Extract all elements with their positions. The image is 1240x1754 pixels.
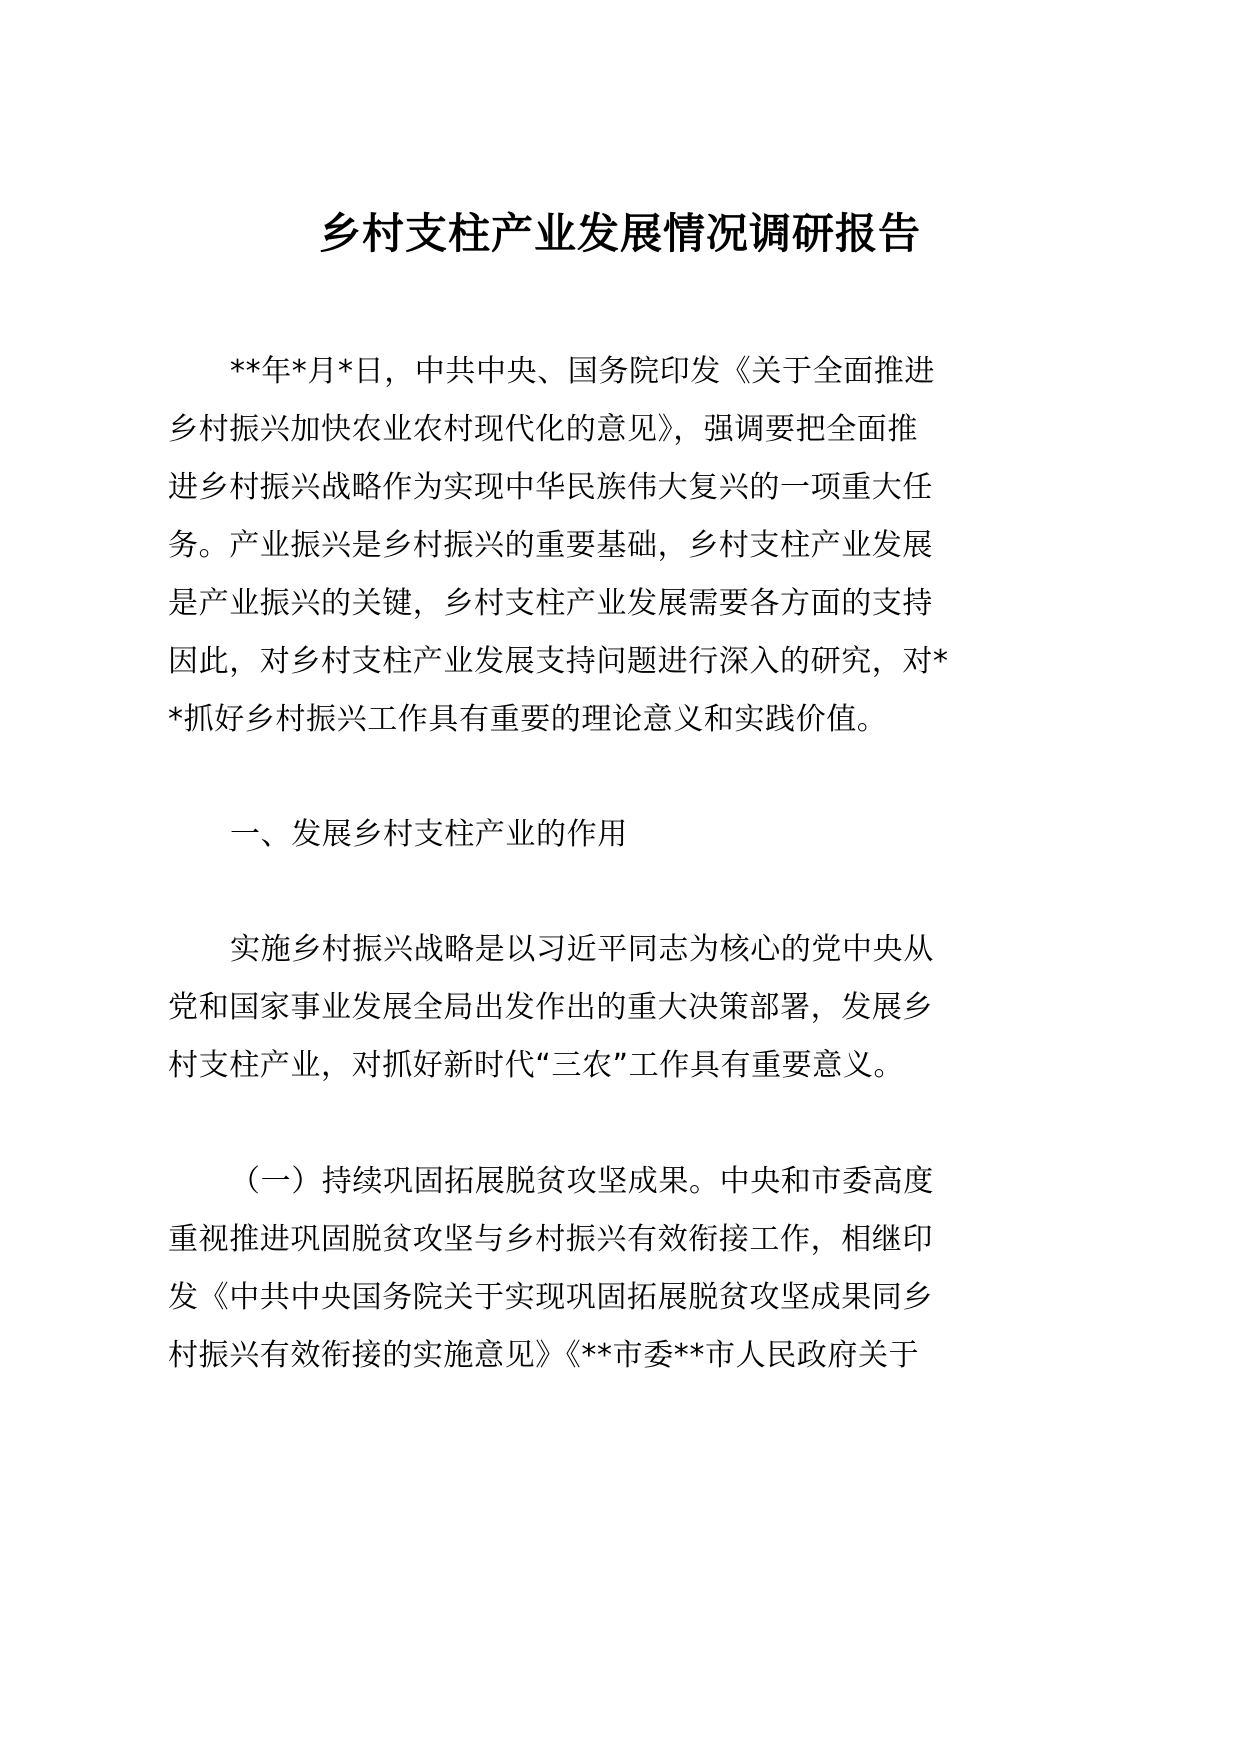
document-title: 乡村支柱产业发展情况调研报告 [318, 209, 921, 258]
text-line: 实施乡村振兴战略是以习近平同志为核心的党中央从 [230, 932, 934, 967]
text-line: 重视推进巩固脱贫攻坚与乡村振兴有效衔接工作，相继印 [168, 1222, 933, 1257]
text-line: 乡村振兴加快农业农村现代化的意见》，强调要把全面推 [168, 412, 918, 447]
text-line: **年*月*日，中共中央、国务院印发《关于全面推进 [230, 354, 935, 389]
section-heading-text: 一、发展乡村支柱产业的作用 [230, 817, 628, 852]
text-line: 进乡村振兴战略作为实现中华民族伟大复兴的一项重大任 [168, 470, 933, 505]
text-line: （一）持续巩固拓展脱贫攻坚成果。中央和市委高度 [230, 1164, 934, 1199]
text-line: 因此，对乡村支柱产业发展支持问题进行深入的研究，对* [168, 644, 949, 679]
text-line: 务。产业振兴是乡村振兴的重要基础，乡村支柱产业发展 [168, 528, 933, 563]
text-line: 村振兴有效衔接的实施意见》《**市委**市人民政府关于 [168, 1338, 920, 1373]
text-line: 党和国家事业发展全局出发作出的重大决策部署，发展乡 [168, 990, 933, 1025]
text-line: 发《中共中央国务院关于实现巩固拓展脱贫攻坚成果同乡 [168, 1280, 933, 1315]
text-line: *抓好乡村振兴工作具有重要的理论意义和实践价值。 [168, 702, 888, 737]
text-line: 是产业振兴的关键，乡村支柱产业发展需要各方面的支持 [168, 586, 933, 621]
text-line: 村支柱产业，对抓好新时代“三农”工作具有重要意义。 [168, 1048, 905, 1083]
